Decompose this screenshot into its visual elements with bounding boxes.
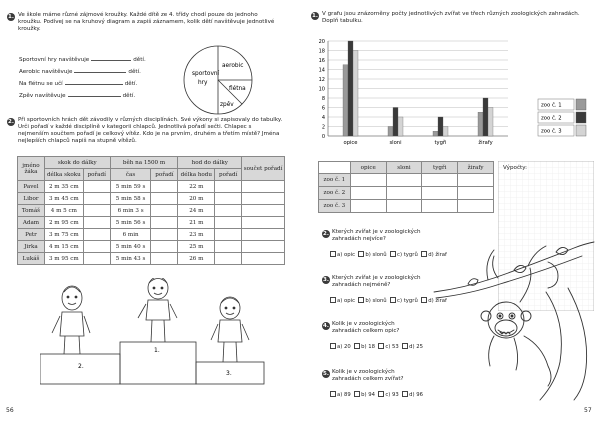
option[interactable]: c) 93 [378,392,398,398]
option[interactable]: a) opic [330,298,355,304]
question-text: Kterých zvířat je v zoologických zahradách nejvíce? [332,229,421,242]
table-row: zoo č. 1 [319,174,494,187]
table-row: Libor 3 m 45 cm 5 min 58 s 20 m [18,193,285,205]
task-instructions: Při sportovních hrách dět závodily v různých disciplínách. Své výkony si zapisovaly do tabulky. Urči pořadí v každé disciplíně v kategorii chlapců. Jednotlivá pořadí sečti. Chlapec s nejmenším součtem pořadí je celkový vítěz. Kdo je na prvním, druhém a třetím místě? Jména nejlepších chlapců napiš na stupně vítězů. [18,117,283,144]
option[interactable]: a) 20 [330,344,351,350]
option[interactable]: d) 96 [402,392,423,398]
bar [488,108,493,137]
results-table: jméno žáka skok do dálky běh na 1500 m hod do dálky součet pořadí délka skoku pořadí čas pořadí délka hodu pořadí Pavel 2 m 35 cm 5 min 59 s 22 m Libor 3 m 45 cm 5 min 58 s 20 m Tomáš 4 m 5 cm 6 min 3 s 24 m Adam 2 m 95 cm 5 min 56 s 21 m Petr 3 m 75 cm 6 min 23 m Jirka 4 m 15 cm 5 min 40 s 25 m Lukáš 3 m 95 cm 5 min 43 s 26 m [17,156,285,265]
task-instructions: V grafu jsou znázorněny počty jednotlivých zvířat ve třech různých zoologických zahradách. Doplň tabulku. [322,11,580,24]
question-number: 3. [323,277,329,283]
option[interactable]: b) 18 [354,344,375,350]
bar [433,131,438,136]
table-row: Lukáš 3 m 95 cm 5 min 43 s 26 m [18,253,285,265]
question-number: 4. [323,323,329,329]
table-row: zoo č. 2 [319,187,494,200]
header-throw: hod do dálky [178,157,242,169]
bar [348,41,353,136]
table-row: Jirka 4 m 15 cm 5 min 40 s 25 m [18,241,285,253]
legend-swatch [576,112,586,123]
podium-illustration [40,278,280,388]
task-instructions: Ve škole máme různé zájmové kroužky. Každé dítě ze 4. třídy chodí pouze do jednoho kroužku. Podívej se na kruhový diagram a zapiš záznamem, kolik dětí navštěvuje jednotlivé kroužky. [18,12,275,32]
y-tick-label: 18 [318,48,325,55]
option[interactable]: c) 53 [378,344,398,350]
x-tick-label: žirafy [478,140,493,146]
question-number: 2. [323,231,329,237]
option[interactable]: d) žiraf [421,298,447,304]
answer-line: Na flétnu se učí dětí. [19,81,138,87]
zoo-table: opice sloni tygři žirafy zoo č. 1 zoo č. 2 zoo č. 3 [318,161,494,213]
legend-label: zoo č. 3 [541,128,562,135]
y-tick-label: 4 [321,114,325,121]
podium-second: 2. [78,363,84,370]
task-number: 1. [8,14,14,20]
right-page [300,0,600,423]
y-tick-label: 8 [321,95,325,102]
x-tick-label: sloni [389,140,402,146]
option[interactable]: d) žiraf [421,252,447,258]
header-sum: součet pořadí [242,157,285,181]
page-number: 56 [6,407,14,414]
option[interactable]: d) 25 [402,344,423,350]
header-name: jméno žáka [18,157,45,181]
y-tick-label: 16 [318,57,325,64]
answer-options [330,343,423,350]
bar [478,112,483,136]
legend-swatch [576,125,586,136]
bar [398,117,403,136]
y-tick-label: 10 [318,86,325,93]
y-tick-label: 0 [321,133,325,140]
pie-label-sports: sportovní [192,71,220,77]
answer-line: Zpěv navštěvuje dětí. [19,93,136,99]
option[interactable]: a) 89 [330,392,351,398]
option[interactable]: b) slonů [358,252,386,258]
calculation-label: Výpočty: [503,165,528,171]
y-tick-label: 20 [318,38,325,45]
task-number: 2. [8,119,14,125]
table-row: Pavel 2 m 35 cm 5 min 59 s 22 m [18,181,285,193]
question-text: Kolik je v zoologických zahradách celkem zvířat? [332,369,404,382]
question-number: 5. [323,371,329,377]
task-number: 1. [312,13,318,19]
y-tick-label: 12 [318,76,325,83]
option[interactable]: c) tygrů [390,252,418,258]
legend-label: zoo č. 1 [541,102,562,109]
bar [388,127,393,137]
answer-line: Aerobic navštěvuje dětí. [19,69,141,75]
y-tick-label: 6 [321,105,325,112]
question-text: Kterých zvířat je v zoologických zahradách nejméně? [332,275,421,288]
question-text: Kolik je v zoologických zahradách celkem opic? [332,321,400,334]
y-tick-label: 14 [318,67,325,74]
pie-label-aerobic: aerobic [222,63,244,69]
header-run: běh na 1500 m [110,157,178,169]
table-row: Petr 3 m 75 cm 6 min 23 m [18,229,285,241]
bar [438,117,443,136]
x-tick-label: tygři [434,140,447,146]
legend-label: zoo č. 2 [541,115,562,122]
answer-line: Sportovní hry navštěvuje dětí. [19,57,146,63]
pie-chart [178,42,258,118]
bar [483,98,488,136]
answer-options [330,391,423,398]
podium-third: 3. [226,370,232,377]
option[interactable]: b) 94 [354,392,375,398]
bar [353,51,358,137]
bar [443,127,448,137]
option[interactable]: a) opic [330,252,355,258]
header-long-jump: skok do dálky [44,157,110,169]
pie-label-flute: flétna [229,86,246,92]
bar-chart [310,36,592,156]
page-number: 57 [584,407,592,414]
x-tick-label: opice [343,140,358,146]
option[interactable]: b) slonů [358,298,386,304]
y-tick-label: 2 [321,124,325,131]
option[interactable]: c) tygrů [390,298,418,304]
table-row: Tomáš 4 m 5 cm 6 min 3 s 24 m [18,205,285,217]
table-row: zoo č. 3 [319,200,494,213]
legend-swatch [576,99,586,110]
bar [343,65,348,136]
monkey-tree-illustration [428,232,598,402]
table-row: Adam 2 m 95 cm 5 min 56 s 21 m [18,217,285,229]
pie-label-sports-2: hry [198,80,208,86]
pie-label-singing: zpěv [220,102,234,108]
podium-first: 1. [154,347,160,354]
bar [393,108,398,137]
